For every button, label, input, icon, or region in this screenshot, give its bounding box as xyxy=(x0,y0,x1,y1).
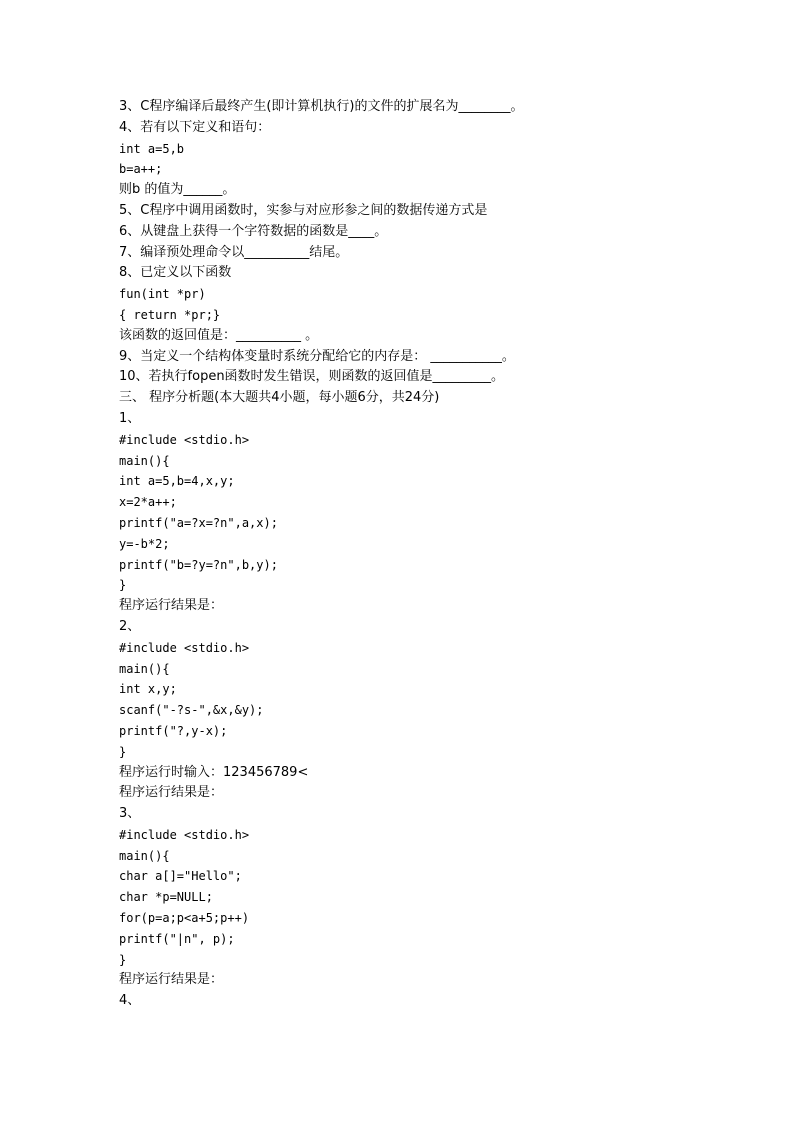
section-heading: 三、 程序分析题(本大题共4小题，每小题6分，共24分) xyxy=(119,390,440,406)
code-line: int x,y; xyxy=(119,682,177,697)
code-line: { return *pr;} xyxy=(119,307,221,322)
question-line: 8、已定义以下函数 xyxy=(119,265,232,281)
question-line: 3、C程序编译后最终产生(即计算机执行)的文件的扩展名为________。 xyxy=(119,99,524,114)
code-line: } xyxy=(119,578,127,593)
text-line: 该函数的返回值是：__________ 。 xyxy=(119,327,319,343)
code-line: printf("b=?y=?n",b,y); xyxy=(119,557,278,572)
code-line: char *p=NULL; xyxy=(119,890,213,905)
question-line: 10、若执行fopen函数时发生错误，则函数的返回值是_________。 xyxy=(119,369,505,385)
code-line: main(){ xyxy=(119,848,170,863)
code-line: scanf("-?s-",&x,&y); xyxy=(119,703,264,718)
code-line: x=2*a++; xyxy=(119,495,177,510)
code-line: printf("a=?x=?n",a,x); xyxy=(119,515,278,530)
text-line: 则b 的值为______。 xyxy=(119,182,236,198)
code-line: int a=5,b=4,x,y; xyxy=(119,474,235,489)
text-line: 程序运行结果是： xyxy=(119,598,224,614)
question-line: 7、编译预处理命令以__________结尾。 xyxy=(119,244,349,260)
code-line: printf("?,y-x); xyxy=(119,723,228,738)
text-line: 程序运行时输入：123456789< xyxy=(119,764,309,780)
code-line: printf("|n", p); xyxy=(119,931,235,946)
document-body xyxy=(119,97,719,1012)
code-line: b=a++; xyxy=(119,162,163,177)
code-line: #include <stdio.h> xyxy=(119,432,250,447)
text-line: 3、 xyxy=(119,806,141,822)
code-line: #include <stdio.h> xyxy=(119,827,250,842)
code-line: for(p=a;p<a+5;p++) xyxy=(119,911,250,926)
code-line: fun(int *pr) xyxy=(119,287,206,302)
question-line: 5、C程序中调用函数时，实参与对应形参之间的数据传递方式是 xyxy=(119,202,488,218)
question-line: 9、当定义一个结构体变量时系统分配给它的内存是： ___________。 xyxy=(119,348,515,364)
text-line: 程序运行结果是： xyxy=(119,785,224,801)
question-line: 6、从键盘上获得一个字符数据的函数是____。 xyxy=(119,223,388,239)
text-line: 4、 xyxy=(119,993,141,1009)
code-line: } xyxy=(119,744,127,759)
code-line: y=-b*2; xyxy=(119,536,170,551)
code-line: char a[]="Hello"; xyxy=(119,869,242,884)
code-line: main(){ xyxy=(119,661,170,676)
code-line: int a=5,b xyxy=(119,141,185,156)
code-line: #include <stdio.h> xyxy=(119,640,250,655)
text-line: 1、 xyxy=(119,410,141,426)
text-line: 2、 xyxy=(119,618,141,634)
text-line: 程序运行结果是： xyxy=(119,972,224,988)
code-line: } xyxy=(119,952,127,967)
question-line: 4、若有以下定义和语句： xyxy=(119,119,271,135)
code-line: main(){ xyxy=(119,453,170,468)
